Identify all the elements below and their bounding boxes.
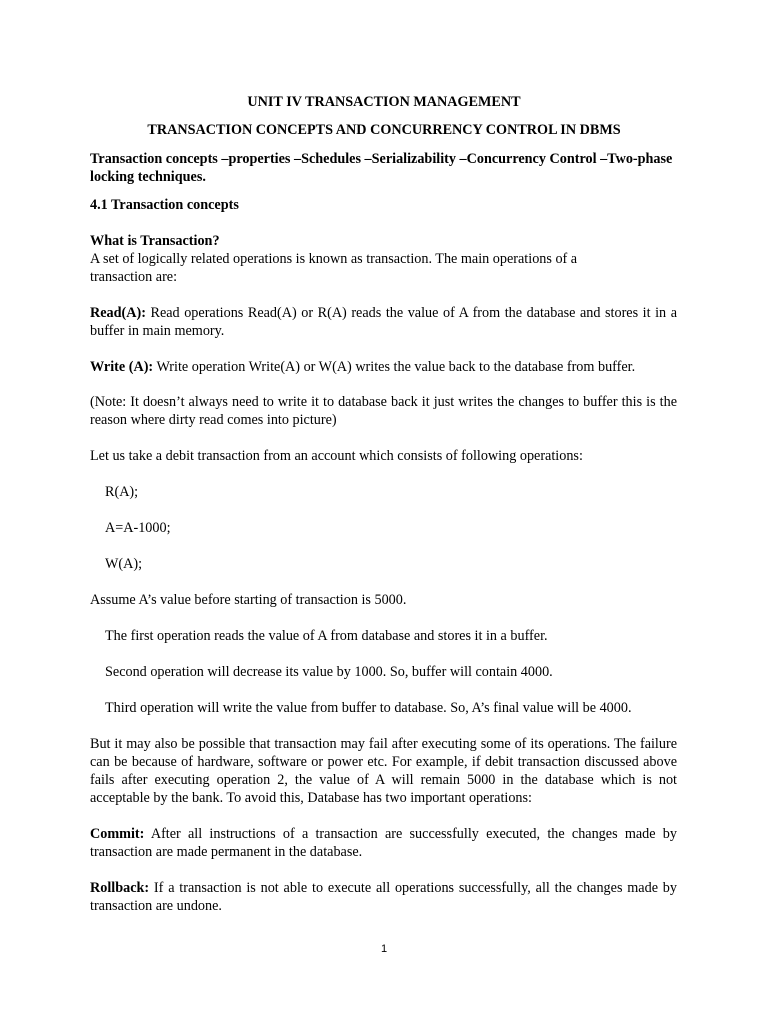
read-term: Read(A): <box>90 305 146 321</box>
page-subtitle: TRANSACTION CONCEPTS AND CONCURRENCY CONTROL IN DBMS <box>147 122 621 138</box>
write-operation <box>90 358 677 376</box>
example-intro: Let us take a debit transaction from an account which consists of following operations: <box>90 448 583 464</box>
rollback-term: Rollback: <box>90 880 150 896</box>
assume-text: Assume A’s value before starting of transaction is 5000. <box>90 592 407 608</box>
commit-term: Commit: <box>90 826 145 842</box>
read-body: Read operations Read(A) or R(A) reads the value of A from the database and stores it in a buffer in main memory. <box>90 305 677 339</box>
rollback-paragraph <box>90 879 677 915</box>
unit-title: UNIT IV TRANSACTION MANAGEMENT <box>247 94 521 110</box>
what-is-heading <box>90 232 677 250</box>
page-number: 1 <box>380 943 388 955</box>
what-is-body: A set of logically related operations is known as transaction. The main operations of a transaction are: <box>90 251 578 285</box>
commit-paragraph <box>90 825 677 861</box>
operation-line: A=A-1000; <box>105 520 171 536</box>
operation-line: R(A); <box>105 484 139 500</box>
write-term: Write (A): <box>90 359 154 375</box>
write-body: Write operation Write(A) or W(A) writes the value back to the database from buffer. <box>153 359 636 375</box>
what-is-heading-text: What is Transaction? <box>90 233 220 249</box>
topics-list <box>90 150 677 186</box>
rollback-body: If a transaction is not able to execute all operations successfully, all the changes made by transaction are undone. <box>90 880 677 914</box>
section-heading <box>90 196 677 214</box>
step-line: Third operation will write the value from buffer to database. So, A’s final value will be 4000. <box>105 700 632 716</box>
operation-line: W(A); <box>105 556 143 572</box>
read-operation <box>90 304 677 340</box>
topics-text: Transaction concepts –properties –Schedules –Serializability –Concurrency Control –Two-phase locking techniques. <box>90 151 673 185</box>
step-line: Second operation will decrease its value by 1000. So, buffer will contain 4000. <box>105 664 553 680</box>
section-heading-text: 4.1 Transaction concepts <box>90 197 239 213</box>
failure-paragraph: But it may also be possible that transaction may fail after executing some of its operations. The failure can be because of hardware, software or power etc. For example, if debit transaction discussed above fails after executing operation 2, the value of A will remain 5000 in the database which is not acceptable by the bank. To avoid this, Database has two important operations: <box>90 736 677 806</box>
commit-body: After all instructions of a transaction are successfully executed, the changes made by transaction are made permanent in the database. <box>90 826 677 860</box>
step-line: The first operation reads the value of A from database and stores it in a buffer. <box>105 628 548 644</box>
note-paragraph: (Note: It doesn’t always need to write it to database back it just writes the changes to buffer this is the reason where dirty read comes into picture) <box>90 394 677 428</box>
